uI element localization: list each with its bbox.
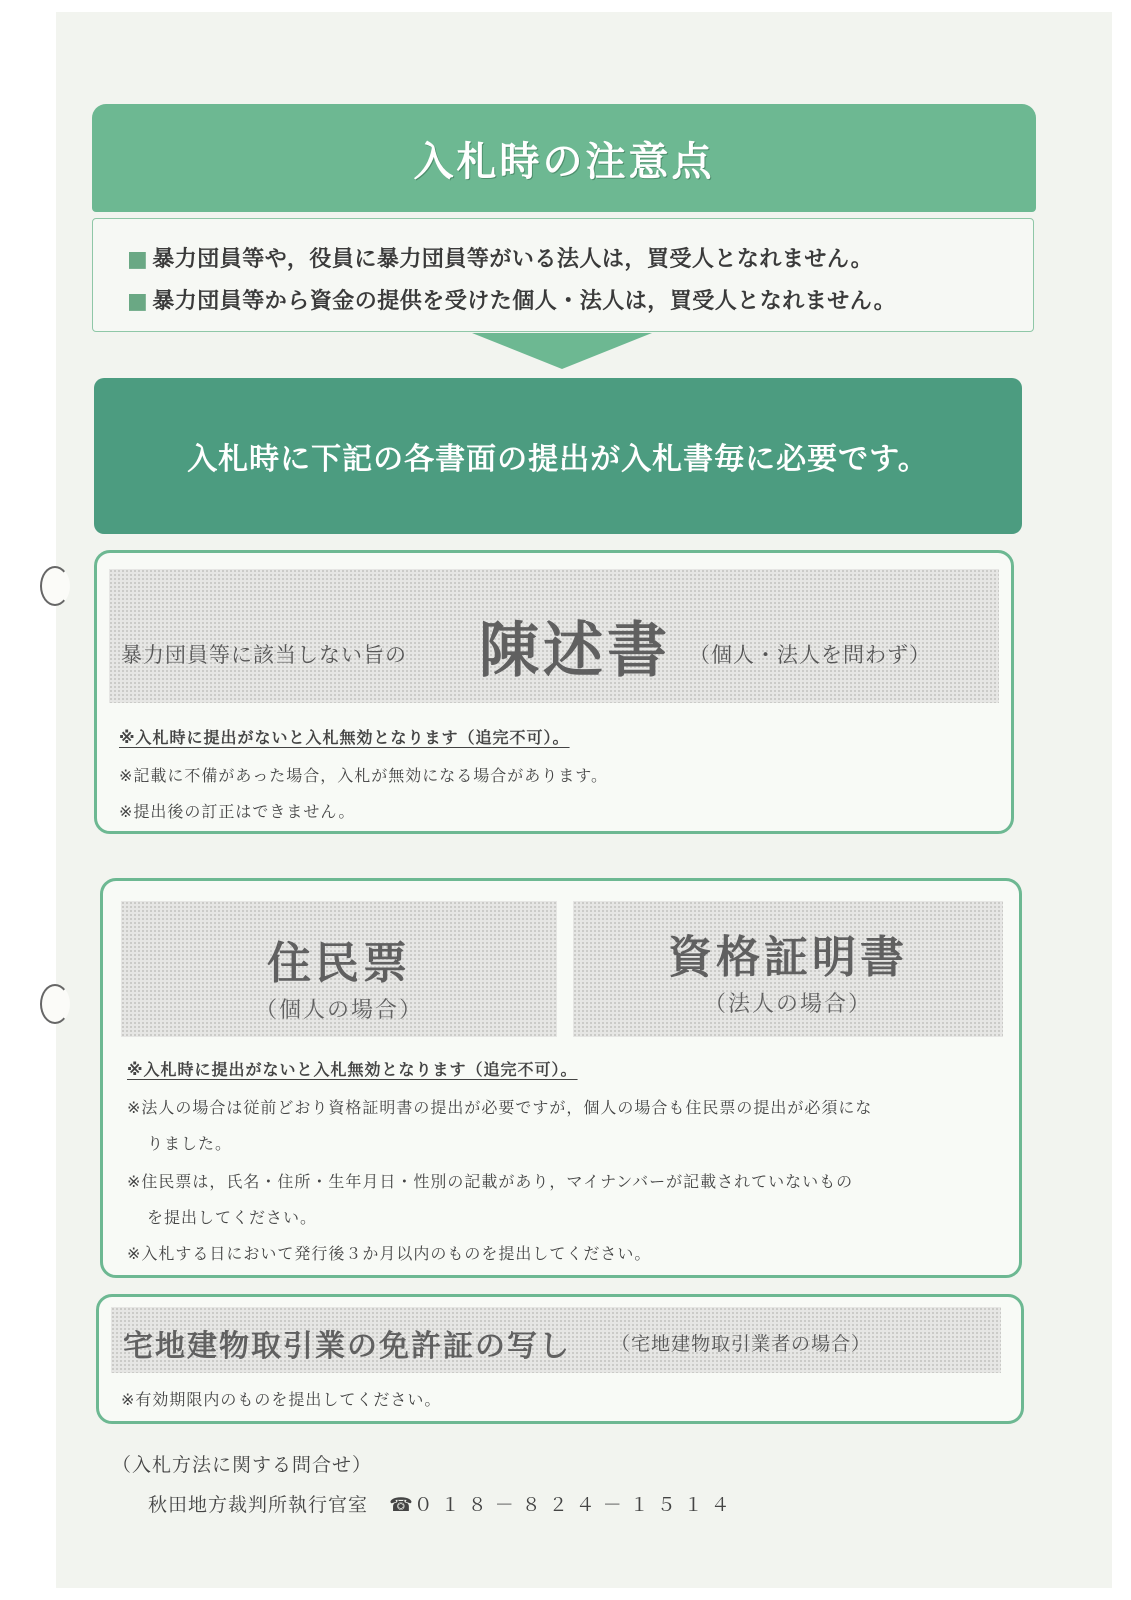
residence-doc-sub: （個人の場合）	[254, 998, 423, 1023]
qualification-doc-sub: （法人の場合）	[703, 992, 872, 1017]
punch-hole-top	[40, 566, 70, 606]
notice-text: 暴力団員等や，役員に暴力団員等がいる法人は，買受人となれません。	[152, 247, 874, 272]
residence-note: ※住民票は，氏名・住所・生年月日・性別の記載があり，マイナンバーが記載されていないもの	[127, 1172, 854, 1191]
bullet-square-icon: ■	[127, 289, 149, 314]
notice-line	[127, 281, 1033, 323]
title-banner	[92, 104, 1036, 212]
residence-note: ※入札時に提出がないと入札無効となります（追完不可）。	[127, 1060, 578, 1079]
submit-banner	[94, 378, 1022, 534]
submit-banner-text: 入札時に下記の各書面の提出が入札書毎に必要です。	[187, 442, 929, 477]
license-header	[111, 1307, 1001, 1373]
license-note: ※有効期限内のものを提出してください。	[121, 1390, 442, 1409]
contact-office: 秋田地方裁判所執行官室	[148, 1494, 369, 1516]
notice-box	[92, 218, 1034, 332]
residence-note: ※法人の場合は従前どおり資格証明書の提出が必要ですが，個人の場合も住民票の提出が必須にな	[127, 1098, 873, 1117]
residence-card	[100, 878, 1022, 1278]
contact-line	[148, 1490, 738, 1517]
statement-note: ※入札時に提出がないと入札無効となります（追完不可）。	[119, 728, 570, 747]
qualification-doc-title: 資格証明書	[668, 932, 908, 983]
arrow-down-icon	[472, 333, 652, 369]
statement-doc-title: 陳述書	[479, 616, 671, 686]
bullet-square-icon: ■	[127, 247, 149, 272]
statement-suffix: （個人・法人を問わず）	[689, 643, 931, 667]
residence-doc-title: 住民票	[267, 938, 411, 989]
page-title: 入札時の注意点	[413, 138, 715, 185]
residence-note: りました。	[147, 1134, 233, 1153]
statement-header	[109, 569, 999, 703]
statement-prefix: 暴力団員等に該当しない旨の	[121, 643, 407, 667]
statement-note: ※提出後の訂正はできません。	[119, 802, 356, 821]
license-suffix: （宅地建物取引業者の場合）	[611, 1333, 872, 1355]
notice-text: 暴力団員等から資金の提供を受けた個人・法人は，買受人となれません。	[152, 289, 897, 314]
residence-note: ※入札する日において発行後３か月以内のものを提出してください。	[127, 1244, 652, 1263]
contact-heading: （入札方法に関する問合せ）	[112, 1454, 373, 1476]
punch-hole-bottom	[40, 984, 70, 1024]
residence-note: を提出してください。	[147, 1208, 318, 1227]
license-card	[96, 1294, 1024, 1424]
license-doc-title: 宅地建物取引業の免許証の写し	[123, 1329, 571, 1364]
notice-line	[127, 239, 1033, 281]
phone-icon: ☎	[389, 1494, 414, 1516]
contact-phone: ０１８－８２４－１５１４	[413, 1494, 738, 1516]
residence-left-box	[121, 901, 557, 1037]
statement-note: ※記載に不備があった場合，入札が無効になる場合があります。	[119, 766, 608, 785]
statement-card	[94, 550, 1014, 834]
qualification-right-box	[573, 901, 1003, 1037]
